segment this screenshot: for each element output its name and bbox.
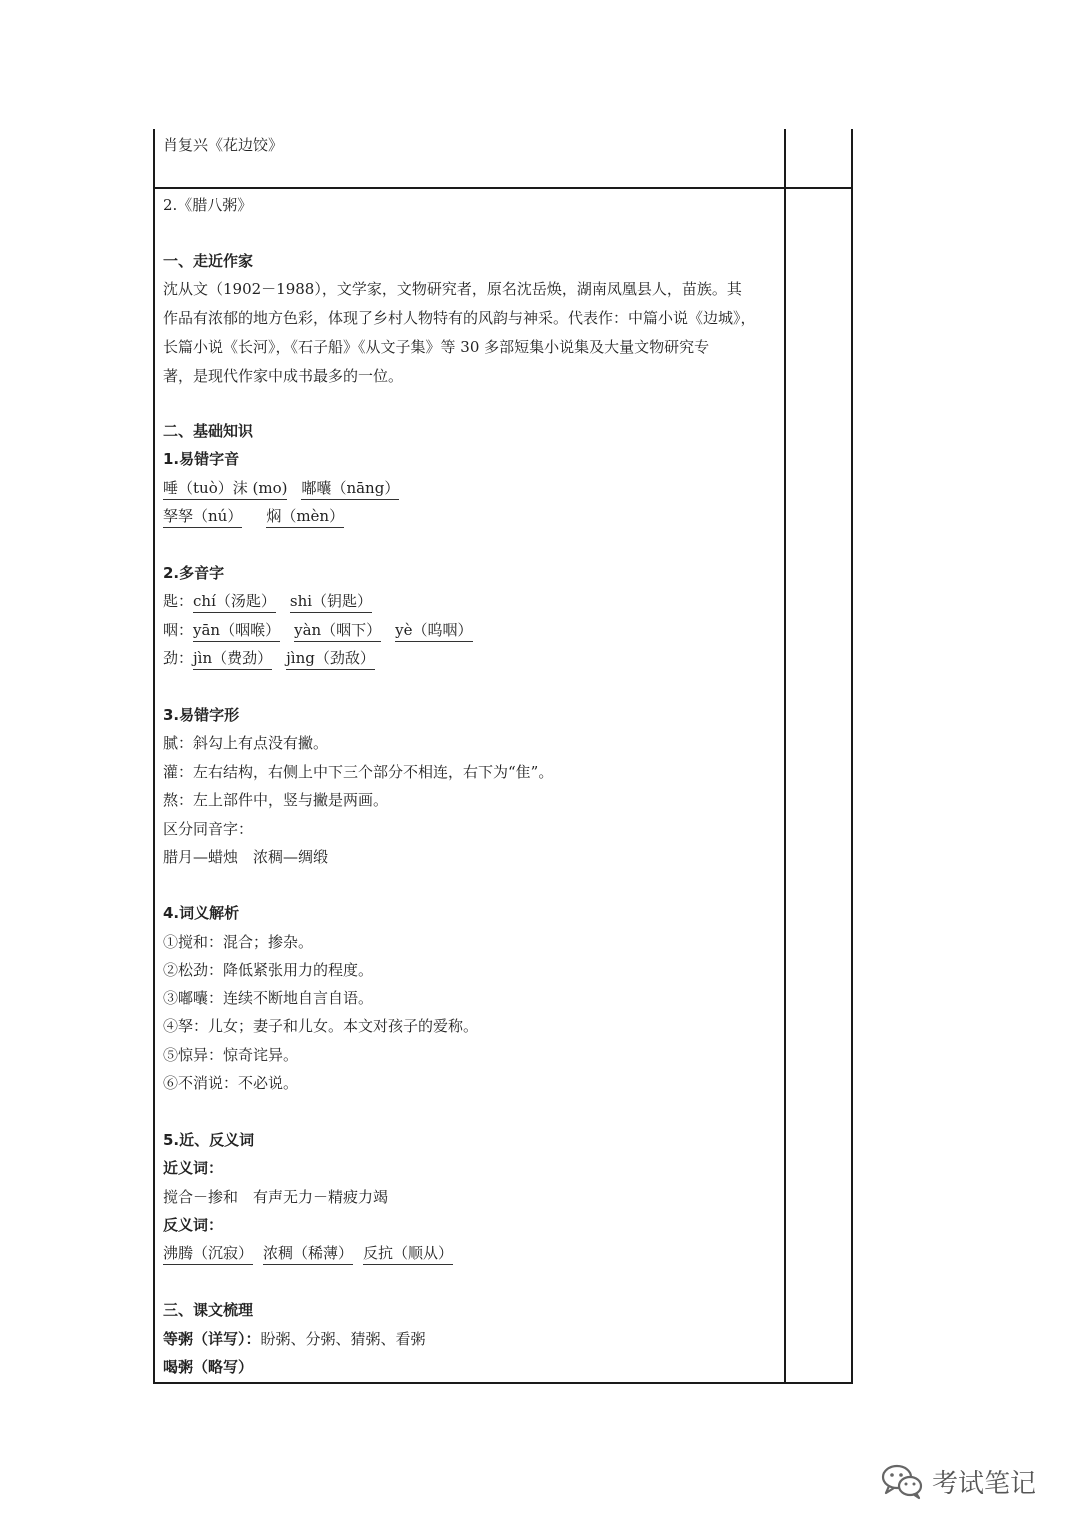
author-bio-line: 作品有浓郁的地方色彩，体现了乡村人物特有的风韵与神采。代表作：中篇小说《边城》， (163, 309, 756, 327)
poly-item: jìng（劲敌） (286, 648, 375, 670)
table-border-right (851, 129, 853, 1384)
outline-line: 喝粥（略写） (163, 1358, 254, 1376)
outline-label: 等粥（详写）： (163, 1330, 261, 1348)
poly-item: chí（汤匙） (193, 591, 276, 613)
outline-text: 盼粥、分粥、猜粥、看粥 (260, 1330, 426, 1348)
lesson-title: 2.《腊八粥》 (163, 196, 253, 214)
meaning-line: ⑤惊异：惊奇诧异。 (163, 1046, 299, 1064)
poly-row (163, 648, 389, 670)
poly-heading: 2.多音字 (163, 564, 225, 582)
author-bio-line: 著，是现代作家中成书最多的一位。 (163, 367, 404, 385)
pron-heading: 1.易错字音 (163, 450, 240, 468)
meaning-line: ③嘟囔：连续不断地自言自语。 (163, 989, 374, 1007)
section-author-heading: 一、走近作家 (163, 252, 254, 270)
poly-label: 匙： (163, 592, 194, 610)
table-border-bottom (153, 1382, 853, 1384)
poly-label: 劲： (163, 649, 194, 667)
shape-heading: 3.易错字形 (163, 706, 240, 724)
pron-item: 唾（tuò）沫 (mo) (163, 478, 287, 500)
antonym-item: 浓稠（稀薄） (263, 1243, 353, 1265)
watermark-text: 考试笔记 (932, 1468, 1037, 1499)
outline-line (163, 1329, 426, 1349)
pron-item: 焖（mèn） (266, 506, 344, 528)
shape-line: 区分同音字： (163, 820, 254, 838)
poly-item: yàn（咽下） (294, 620, 381, 642)
shape-line: 腻：斜勾上有点没有撇。 (163, 734, 329, 752)
author-bio-line: 长篇小说《长河》，《石子船》《从文子集》等 30 多部短集小说集及大量文物研究专 (163, 338, 710, 356)
meaning-line: ④孥：儿女；妻子和儿女。本文对孩子的爱称。 (163, 1017, 479, 1035)
meaning-line: ⑥不消说：不必说。 (163, 1074, 299, 1092)
poly-row (163, 620, 487, 642)
shape-line: 熬：左上部件中，竖与撇是两画。 (163, 791, 389, 809)
pron-item: 孥孥（nú） (163, 506, 242, 528)
pron-row (163, 506, 358, 528)
antonym-item: 反抗（顺从） (363, 1243, 453, 1265)
pron-item: 嘟囔（nāng） (301, 478, 399, 500)
section-basics-heading: 二、基础知识 (163, 422, 254, 440)
poly-label: 咽： (163, 621, 194, 639)
synonym-line: 搅合－掺和 有声无力－精疲力竭 (163, 1188, 389, 1206)
section-outline-heading: 三、课文梳理 (163, 1301, 254, 1319)
poly-item: yè（呜咽） (395, 620, 472, 642)
poly-item: jìn（费劲） (193, 648, 272, 670)
meaning-line: ②松劲：降低紧张用力的程度。 (163, 961, 374, 979)
shape-line: 腊月—蜡烛 浓稠—绸缎 (163, 848, 329, 866)
pron-row (163, 478, 413, 500)
table-row-divider (153, 187, 853, 189)
poly-item: yān（咽喉） (193, 620, 280, 642)
antonym-label: 反义词： (163, 1216, 224, 1234)
meaning-line: ①搅和：混合；掺杂。 (163, 933, 314, 951)
table-border-middle (784, 129, 786, 1384)
poly-row (163, 591, 386, 613)
watermark (880, 1462, 1036, 1500)
shape-line: 灌：左右结构，右侧上中下三个部分不相连，右下为“隹”。 (163, 763, 554, 781)
author-bio-line: 沈从文（1902－1988），文学家，文物研究者，原名沈岳焕，湖南凤凰县人，苗族。其 (163, 280, 742, 298)
antonym-row (163, 1243, 467, 1265)
meaning-heading: 4.词义解析 (163, 904, 240, 922)
top-cell-text: 肖复兴《花边饺》 (163, 136, 284, 154)
table-border-left (153, 129, 155, 1384)
wechat-icon (880, 1462, 924, 1500)
poly-item: shi（钥匙） (290, 591, 372, 613)
synonym-label: 近义词： (163, 1159, 224, 1177)
antonym-item: 沸腾（沉寂） (163, 1243, 253, 1265)
synonym-heading: 5.近、反义词 (163, 1131, 255, 1149)
